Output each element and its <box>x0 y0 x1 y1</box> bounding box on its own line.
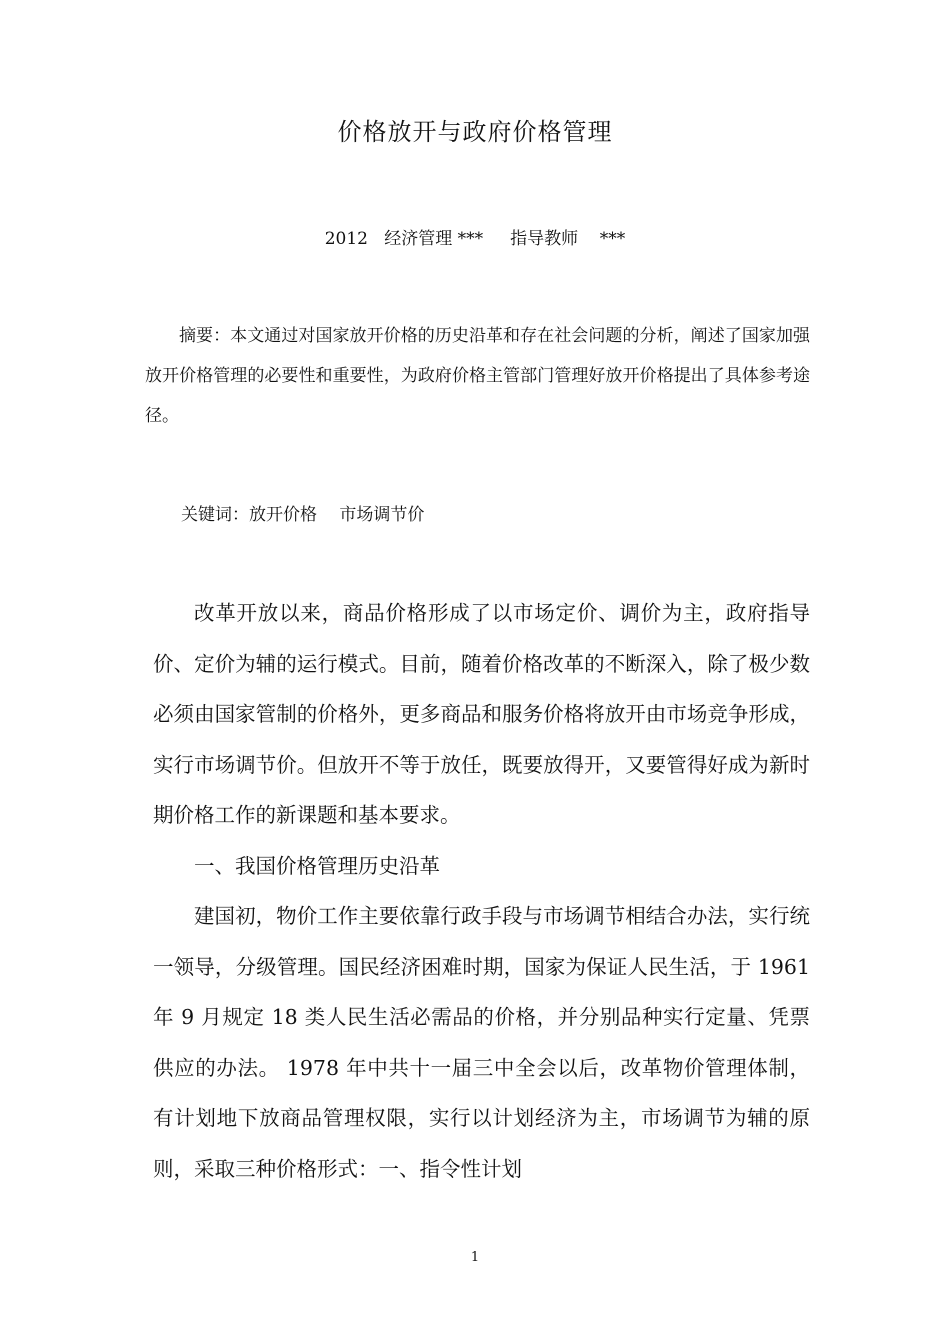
author-line <box>0 224 950 249</box>
advisor-label: 指导教师 <box>510 229 579 249</box>
keywords: 关键词：放开价格 市场调节价 <box>181 505 425 525</box>
advisor-name: *** <box>599 229 626 249</box>
abstract: 摘要：本文通过对国家放开价格的历史沿革和存在社会问题的分析，阐述了国家加强放开价格管理的必要性和重要性，为政府价格主管部门管理好放开价格提出了具体参考途径。 <box>145 326 810 426</box>
author-student: *** <box>457 229 484 249</box>
document-title: 价格放开与政府价格管理 <box>337 118 613 146</box>
author-year: 2012 <box>324 229 368 249</box>
author-major: 经济管理 <box>384 229 453 249</box>
section-heading: 一、我国价格管理历史沿革 <box>194 853 440 878</box>
page-number: 1 <box>470 1250 480 1265</box>
body-text <box>153 588 810 1194</box>
body-paragraph: 改革开放以来，商品价格形成了以市场定价、调价为主，政府指导价、定价为辅的运行模式。目前，随着价格改革的不断深入，除了极少数必须由国家管制的价格外，更多商品和服务价格将放开由市场竞争形成，实行市场调节价。但放开不等于放任，既要放得开，又要管得好成为新时期价格工作的新课题和基本要求。 <box>153 601 810 827</box>
body-paragraph: 建国初，物价工作主要依靠行政手段与市场调节相结合办法，实行统一领导，分级管理。国民经济困难时期，国家为保证人民生活，于 1961 年 9 月规定 18 类人民生活必需品的价格，并分别品种实行定量、凭票供应的办法。 1978 年中共十一届三中全会以后，改革物价管理体制，有计划地下放商品管理权限，实行以计划经济为主，市场调节为辅的原则，采取三种价格形式：一、指令性计划 <box>153 904 810 1181</box>
